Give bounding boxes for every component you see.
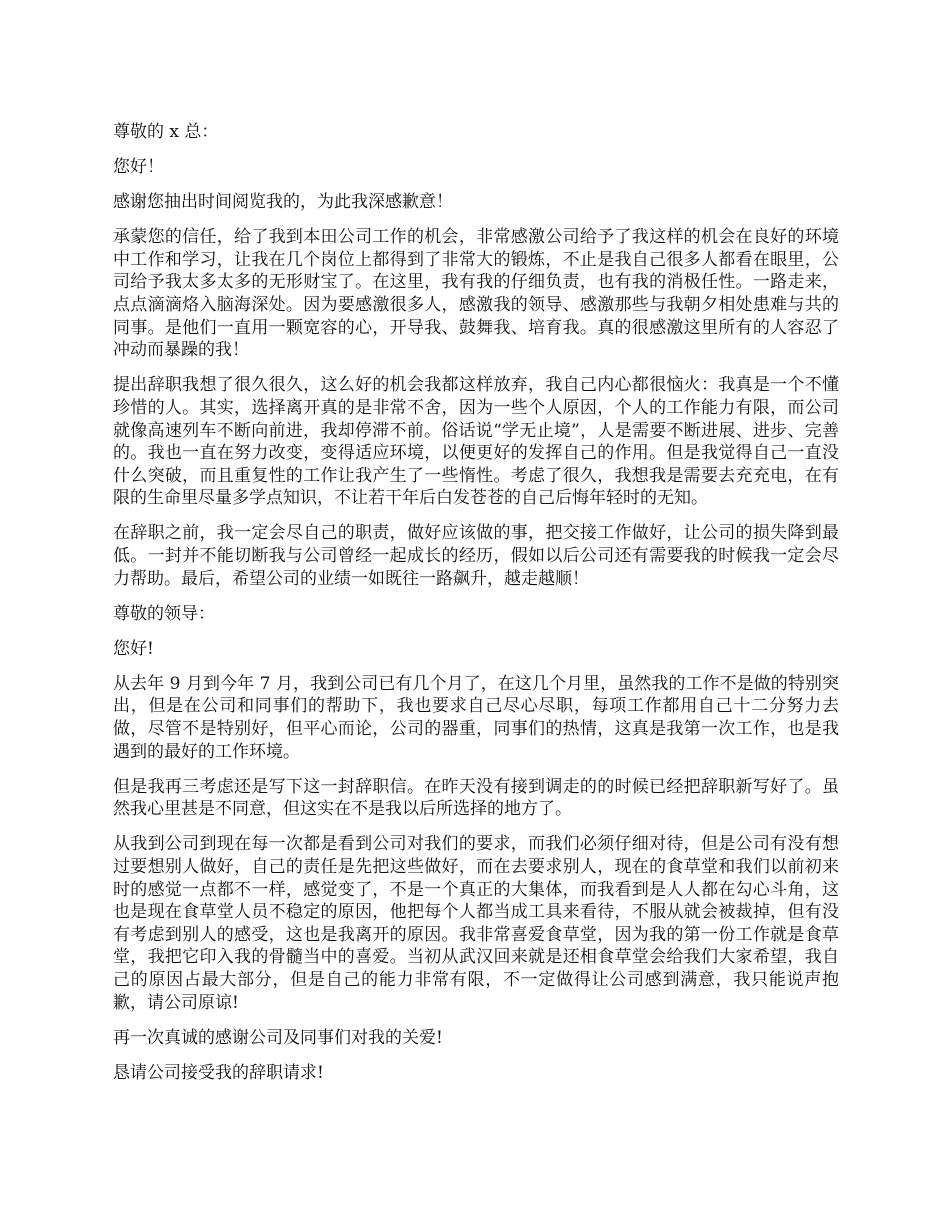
- paragraph-thanks: 感谢您抽出时间阅览我的，为此我深感歉意！: [113, 192, 453, 213]
- paragraph-decision: 但是我再三考虑还是写下这一封辞职信。在昨天没有接到调走的的时候已经把辞职新写好了。虽然我心里甚是不同意，但这实在不是我以后所选择的地方了。: [113, 776, 839, 820]
- paragraph-request: 恳请公司接受我的辞职请求!: [113, 1062, 324, 1083]
- paragraph-reason: 提出辞职我想了很久很久，这么好的机会我都这样放弃，我自己内心都很恼火：我真是一个不懂珍惜的人。其实，选择离开真的是非常不舍，因为一些个人原因，个人的工作能力有限，而公司就像高速列车不断向前进，我却停滞不前。俗话说“学无止境”，人是需要不断进展、进步、完善的。我也一直在努力改变，变得适应环境，以便更好的发挥自己的作用。但是我觉得自己一直没什么突破，而且重复性的工作让我产生了一些惰性。考虑了很久，我想我是需要去充充电，在有限的生命里尽量多学点知识，不让若干年后白发苍苍的自己后悔年轻时的无知。: [113, 375, 839, 509]
- greeting-1: 您好！: [113, 157, 164, 178]
- paragraph-explanation: 从我到公司到现在每一次都是看到公司对我们的要求，而我们必须仔细对待，但是公司有没有想过要想别人做好，自己的责任是先把这些做好，而在去要求别人，现在的食草堂和我们以前初来时的感觉一点都不一样，感觉变了，不是一个真正的大集体，而我看到是人人都在勾心斗角，这也是现在食草堂人员不稳定的原因，他把每个人都当成工具来看待，不服从就会被裁掉，但有没有考虑到别人的感受，这也是我离开的原因。我非常喜爱食草堂，因为我的第一份工作就是食草堂，我把它印入我的骨髓当中的喜爱。当初从武汉回来就是还相食草堂会给我们大家希望，我自己的原因占最大部分，但是自己的能力非常有限，不一定做得让公司感到满意，我只能说声抱歉，请公司原谅!: [113, 834, 839, 1013]
- paragraph-experience: 从去年 9 月到今年 7 月，我到公司已有几个月了，在这几个月里，虽然我的工作不是做的特别突出，但是在公司和同事们的帮助下，我也要求自己尽心尽职，每项工作都用自己十二分努力去做，尽管不是特别好，但平心而论，公司的器重，同事们的热情，这真是我第一次工作，也是我遇到的最好的工作环境。: [113, 673, 839, 762]
- salutation-2: 尊敬的领导：: [113, 603, 215, 624]
- salutation-1: 尊敬的 x 总：: [113, 122, 219, 142]
- letter-body: [113, 121, 839, 1097]
- greeting-2: 您好!: [113, 638, 154, 659]
- paragraph-closing-thanks: 再一次真诚的感谢公司及同事们对我的关爱!: [113, 1027, 443, 1048]
- paragraph-gratitude: 承蒙您的信任，给了我到本田公司工作的机会，非常感激公司给予了我这样的机会在良好的环境中工作和学习，让我在几个岗位上都得到了非常大的锻炼，不止是我自己很多人都看在眼里，公司给予我太多太多的无形财宝了。在这里，我有我的仔细负责，也有我的消极任性。一路走来，点点滴滴烙入脑海深处。因为要感激很多人，感激我的领导、感激那些与我朝夕相处患难与共的同事。是他们一直用一颗宽容的心，开导我、鼓舞我、培育我。真的很感激这里所有的人容忍了冲动而暴躁的我！: [113, 227, 839, 361]
- paragraph-handover: 在辞职之前，我一定会尽自己的职责，做好应该做的事，把交接工作做好，让公司的损失降到最低。一封并不能切断我与公司曾经一起成长的经历，假如以后公司还有需要我的时候我一定会尽力帮助。最后，希望公司的业绩一如既往一路飙升，越走越顺！: [113, 523, 839, 589]
